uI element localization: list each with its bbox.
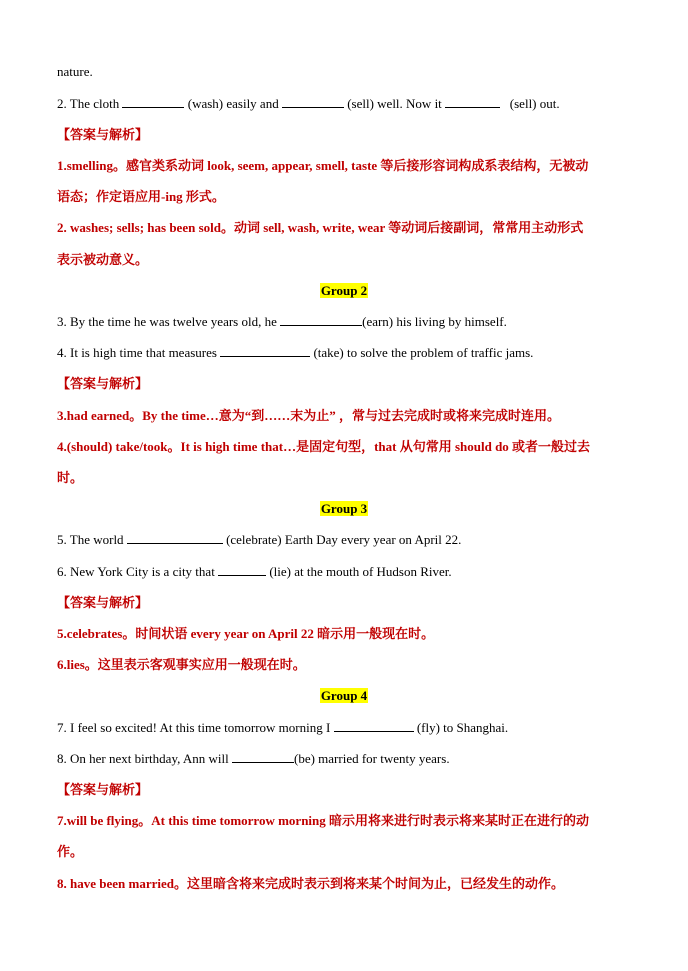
question-8 [57,750,637,768]
text-line: nature. [57,64,93,79]
answer-blank[interactable] [232,750,294,763]
answer-1-cont: 语态；作定语应用-ing 形式。 [57,189,225,204]
question-text: (celebrate) Earth Day every year on April 22. [226,532,462,547]
answer-heading: 【答案与解析】 [57,782,149,797]
answer-blank[interactable] [445,95,500,108]
question-text: 6. New York City is a city that [57,564,215,579]
answer-6: 6.lies。这里表示客观事实应用一般现在时。 [57,657,306,672]
question-text: 4. It is high time that measures [57,345,217,360]
question-3 [57,313,637,331]
question-text: 8. On her next birthday, Ann will [57,751,229,766]
question-7 [57,719,637,737]
group-heading-2: Group 2 [320,283,368,298]
answer-3: 3.had earned。By the time…意为“到……末为止” ，常与过去完成时或将来完成时连用。 [57,408,561,423]
question-text: (lie) at the mouth of Hudson River. [269,564,452,579]
answer-blank[interactable] [280,313,362,326]
question-text: (sell) well. Now it [347,96,442,111]
answer-2-cont: 表示被动意义。 [57,252,149,267]
answer-8: 8. have been married。这里暗含将来完成时表示到将来某个时间为止，已经发生的动作。 [57,876,564,891]
question-text: 2. The cloth [57,96,120,111]
question-text: (sell) out. [509,96,560,111]
question-5 [57,531,637,549]
answer-heading: 【答案与解析】 [57,127,149,142]
answer-7: 7.will be flying。At this time tomorrow morning 暗示用将来进行时表示将来某时正在进行的动 [57,813,590,828]
answer-heading: 【答案与解析】 [57,376,149,391]
answer-blank[interactable] [220,344,310,357]
question-text: (take) to solve the problem of traffic jams. [313,345,534,360]
answer-4: 4.(should) take/took。It is high time that…是固定句型，that 从句常用 should do 或者一般过去 [57,439,591,454]
answer-7-cont: 作。 [57,844,84,859]
group-heading-3: Group 3 [320,501,368,516]
question-text: (be) married for twenty years. [294,751,450,766]
question-text: 7. I feel so excited! At this time tomorrow morning I [57,720,331,735]
answer-2: 2. washes; sells; has been sold。动词 sell, wash, write, wear 等动词后接副词，常常用主动形式 [57,220,584,235]
answer-blank[interactable] [122,95,184,108]
question-text: (earn) his living by himself. [362,314,507,329]
question-4 [57,344,637,362]
answer-blank[interactable] [218,563,266,576]
question-text: 5. The world [57,532,124,547]
answer-5: 5.celebrates。时间状语 every year on April 22 暗示用一般现在时。 [57,626,435,641]
answer-4-cont: 时。 [57,470,84,485]
answer-blank[interactable] [127,531,223,544]
question-text: 3. By the time he was twelve years old, he [57,314,277,329]
answer-blank[interactable] [334,719,414,732]
answer-blank[interactable] [282,95,344,108]
question-text: (wash) easily and [187,96,279,111]
answer-1: 1.smelling。感官类系动词 look, seem, appear, smell, taste 等后接形容词构成系表结构，无被动 [57,158,589,173]
question-text: (fly) to Shanghai. [416,720,509,735]
answer-heading: 【答案与解析】 [57,595,149,610]
question-2 [57,95,637,113]
group-heading-4: Group 4 [320,688,368,703]
question-6 [57,563,637,581]
